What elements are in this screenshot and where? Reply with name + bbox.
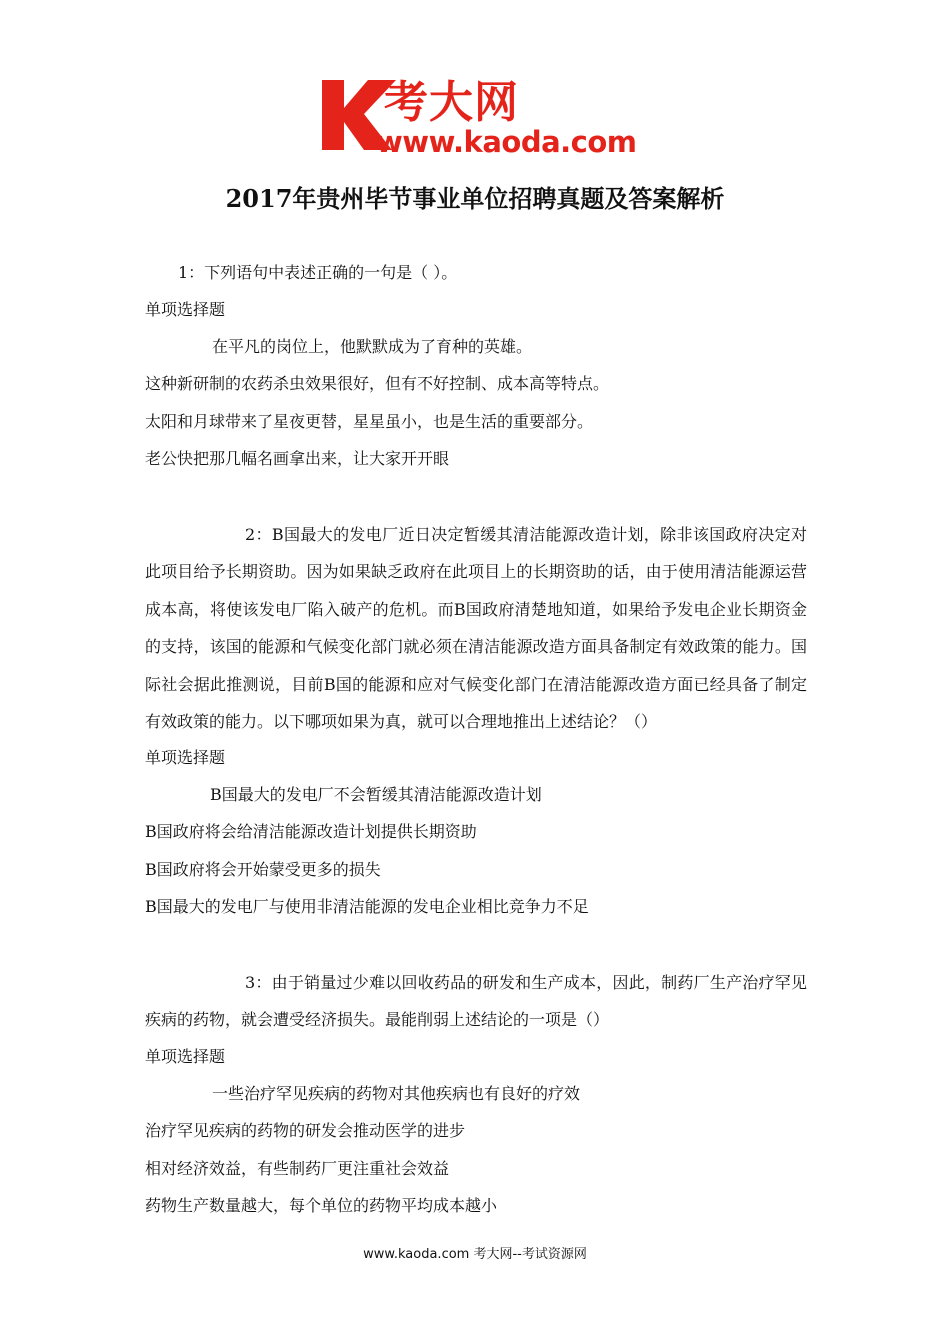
kaoda-logo [318, 78, 640, 160]
question-2-option-c: B国政府将会开始蒙受更多的损失 [145, 860, 381, 879]
question-1-stem: 1：下列语句中表述正确的一句是（ ）。 [178, 263, 458, 282]
logo-brand-text: 考大网 [384, 77, 519, 128]
question-2-option-b: B国政府将会给清洁能源改造计划提供长期资助 [145, 822, 477, 841]
page-footer: www.kaoda.com 考大网--考试资源网 [363, 1247, 587, 1262]
question-3-option-b: 治疗罕见疾病的药物的研发会推动医学的进步 [145, 1121, 466, 1140]
question-2-stem: 2：B国最大的发电厂近日决定暂缓其清洁能源改造计划，除非该国政府决定对此项目给予长期资助。因为如果缺乏政府在此项目上的长期资助的话，由于使用清洁能源运营成本高，将使该发电厂陷入破产的危机。而B国政府清楚地知道，如果给予发电企业长期资金的支持，该国的能源和气候变化部门就必须在清洁能源改造方面具备制定有效政策的能力。国际社会据此推测说，目前B国的能源和应对气候变化部门在清洁能源改造方面已经具备了制定有效政策的能力。以下哪项如果为真，就可以合理地推出上述结论？（） [145, 525, 807, 732]
question-2-option-a: B国最大的发电厂不会暂缓其清洁能源改造计划 [210, 785, 542, 804]
question-3-type: 单项选择题 [145, 1047, 226, 1066]
question-1-option-b: 这种新研制的农药杀虫效果很好，但有不好控制、成本高等特点。 [145, 374, 610, 393]
question-1-option-c: 太阳和月球带来了星夜更替，星星虽小，也是生活的重要部分。 [145, 412, 594, 431]
question-3-option-a: 一些治疗罕见疾病的药物对其他疾病也有良好的疗效 [212, 1084, 581, 1103]
question-3-option-c: 相对经济效益，有些制药厂更注重社会效益 [145, 1159, 450, 1178]
question-1-type: 单项选择题 [145, 300, 226, 319]
question-1-option-d: 老公快把那几幅名画拿出来，让大家开开眼 [145, 449, 450, 468]
document-title: 2017年贵州毕节事业单位招聘真题及答案解析 [225, 184, 725, 213]
question-2-type: 单项选择题 [145, 748, 226, 767]
question-1-option-a: 在平凡的岗位上，他默默成为了育种的英雄。 [212, 337, 533, 356]
question-3-stem: 3：由于销量过少难以回收药品的研发和生产成本，因此，制药厂生产治疗罕见疾病的药物，就会遭受经济损失。最能削弱上述结论的一项是（） [145, 973, 807, 1030]
logo-url-text: www.kaoda.com [376, 125, 637, 159]
question-2-option-d: B国最大的发电厂与使用非清洁能源的发电企业相比竞争力不足 [145, 897, 589, 916]
question-3-option-d: 药物生产数量越大，每个单位的药物平均成本越小 [145, 1196, 498, 1215]
